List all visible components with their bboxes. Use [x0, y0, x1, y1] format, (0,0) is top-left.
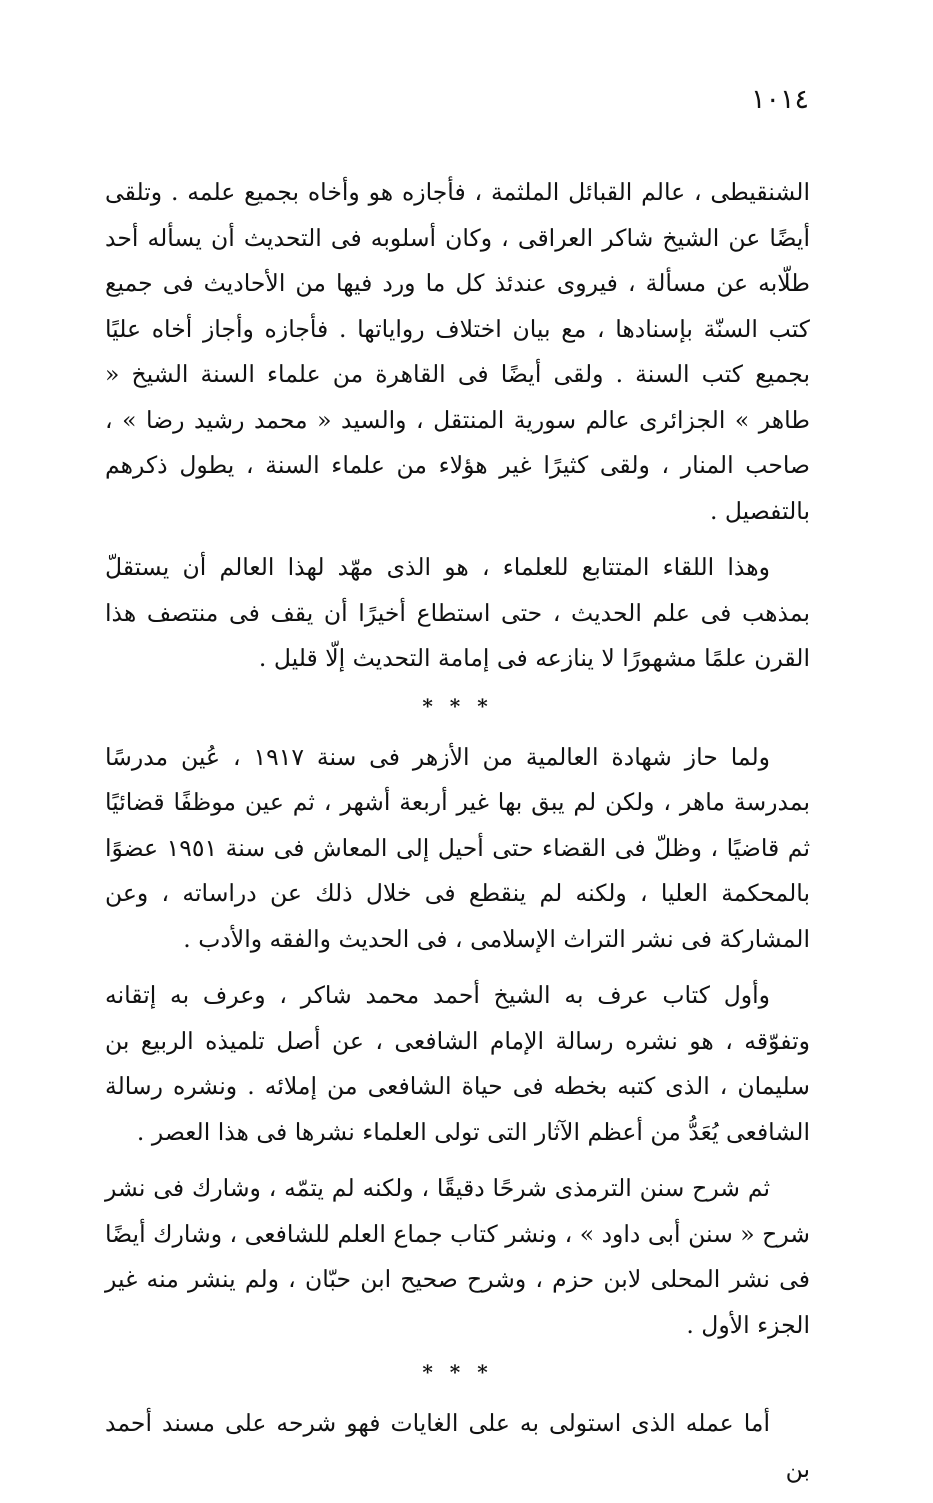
paragraph-4: وأول كتاب عرف به الشيخ أحمد محمد شاكر ، وعرف به إتقانه وتفوّقه ، هو نشره رسالة الإمام الشافعى ، عن أصل تلميذه الربيع بن سليمان ، الذى كتبه بخطه فى حياة الشافعى من إملائه . ونشره رسالة الشافعى يُعَدُّ من أعظم الآثار التى تولى العلماء نشرها فى هذا العصر .: [105, 981, 810, 1146]
paragraph-5: ثم شرح سنن الترمذى شرحًا دقيقًا ، ولكنه لم يتمّه ، وشارك فى نشر شرح « سنن أبى داود » ، ونشر كتاب جماع العلم للشافعى ، وشارك أيضًا فى نشر المحلى لابن حزم ، وشرح صحيح ابن حبّان ، ولم ينشر منه غير الجزء الأول .: [105, 1174, 810, 1339]
paragraph-6: أما عمله الذى استولى به على الغايات فهو شرحه على مسند أحمد بن: [105, 1409, 810, 1483]
paragraph-2: وهذا اللقاء المتتابع للعلماء ، هو الذى مهّد لهذا العالم أن يستقلّ بمذهب فى علم الحديث ، حتى استطاع أخيرًا أن يقف فى منتصف هذا القرن علمًا مشهورًا لا ينازعه فى إمامة التحديث إلّا قليل .: [105, 553, 810, 672]
body-text: [105, 170, 810, 1503]
section-separator-2: * * *: [422, 1360, 493, 1384]
paragraph-3: ولما حاز شهادة العالمية من الأزهر فى سنة ١٩١٧ ، عُين مدرسًا بمدرسة ماهر ، ولكن لم يبق بها غير أربعة أشهر ، ثم عين موظفًا قضائيًا ثم قاضيًا ، وظلّ فى القضاء حتى أحيل إلى المعاش فى سنة ١٩٥١ عضوًا بالمحكمة العليا ، ولكنه لم ينقطع فى خلال ذلك عن دراساته ، وعن المشاركة فى نشر التراث الإسلامى ، فى الحديث والفقه والأدب .: [105, 742, 810, 953]
section-separator-1: * * *: [422, 693, 493, 718]
paragraph-1: الشنقيطى ، عالم القبائل الملثمة ، فأجازه هو وأخاه بجميع علمه . وتلقى أيضًا عن الشيخ شاكر العراقى ، وكان أسلوبه فى التحديث أن يسأله أحد طلّابه عن مسألة ، فيروى عندئذ كل ما ورد فيها من الأحاديث فى جميع كتب السنّة بإسنادها ، مع بيان اختلاف رواياتها . فأجازه وأجاز أخاه عليًا بجميع كتب السنة . ولقى أيضًا فى القاهرة من علماء السنة الشيخ « طاهر » الجزائرى عالم سورية المنتقل ، والسيد « محمد رشيد رضا » ، صاحب المنار ، ولقى كثيرًا غير هؤلاء من علماء السنة ، يطول ذكرهم بالتفصيل .: [105, 178, 811, 525]
page-number: ١٠١٤: [750, 84, 809, 115]
